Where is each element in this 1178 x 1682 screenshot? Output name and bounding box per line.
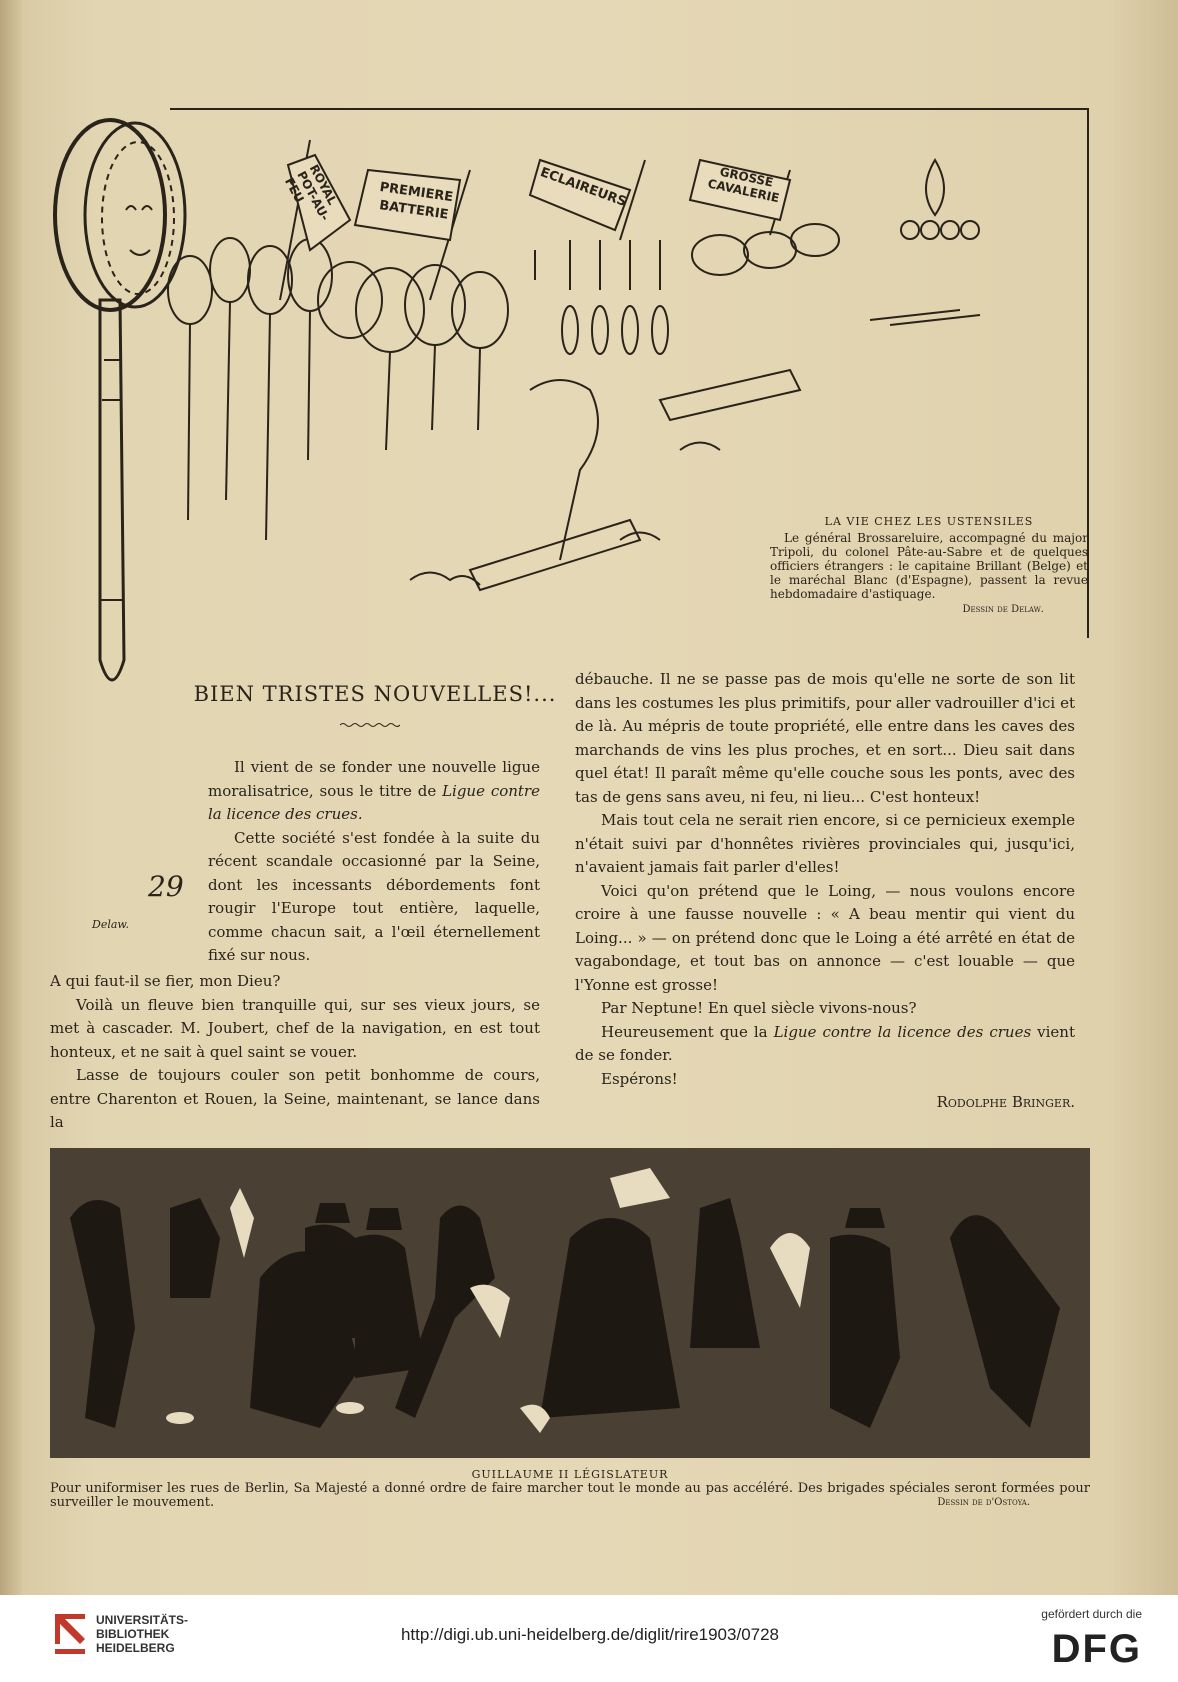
paragraph-11: Espérons!	[601, 1069, 678, 1088]
paragraph-9: Par Neptune! En quel siècle vivons-nous?	[601, 999, 917, 1017]
paragraph-5: Lasse de toujours couler son petit bonhomme de cours, entre Charenton et Rouen, la Seine, maintenant, se lance dans la	[50, 1066, 540, 1131]
page-gutter-shadow	[0, 0, 22, 1595]
article-column-left-lower	[50, 970, 540, 1135]
paragraph-4: Voilà un fleuve bien tranquille qui, sur ses vieux jours, se met à cascader. M. Joubert, chef de la navigation, en est tout honteux, et ne sait à quel saint se vouer.	[50, 995, 540, 1061]
library-name: UNIVERSITÄTS- BIBLIOTHEK HEIDELBERG	[96, 1613, 189, 1655]
paragraph-2: Cette société s'est fondée à la suite du récent scandale occasionné par la Seine, dont les incessants débordements font rougir l'Europe tout entière, laquelle, comme chacun sait, a l'œil éternellement fixé sur nous.	[208, 828, 540, 964]
paragraph-8: Voici qu'on prétend que le Loing, — nous voulons encore croire à une fausse nouvelle : « A beau mentir qui vient du Loing... » — on prétend donc que le Loing a été arrêté en état de vagabondage, et tout bas on annonce — c'est louable — que l'Yonne est grosse!	[575, 881, 1075, 994]
paragraph-1: Il vient de se fonder une nouvelle ligue moralisatrice, sous le titre de Ligue contre la licence des crues.	[208, 758, 540, 823]
title-ornament	[340, 722, 400, 728]
article-column-left-upper	[208, 756, 540, 968]
funding-note: gefördert durch die	[1041, 1607, 1142, 1621]
ub-heidelberg-logo-icon	[50, 1609, 90, 1659]
caption-credit-bottom: Dessin de d'Ostoya.	[937, 1497, 1030, 1508]
bottom-illustration-caption	[50, 1468, 1090, 1510]
article-title: BIEN TRISTES NOUVELLES!...	[193, 682, 557, 706]
banner-premiere-batterie: PREMIERE BATTERIE	[378, 180, 454, 223]
article-column-right	[575, 668, 1075, 1115]
permalink-url[interactable]: http://digi.ub.uni-heidelberg.de/diglit/rire1903/0728	[400, 1625, 780, 1644]
banner-royal-pot-au-feu: ROYAL POT-AU-FEU	[282, 162, 340, 224]
caption-title-bottom: GUILLAUME II LÉGISLATEUR	[471, 1468, 669, 1481]
artist-signature: Delaw.	[92, 918, 130, 931]
dfg-logo: DFG	[1051, 1627, 1142, 1671]
caption-body-bottom: Pour uniformiser les rues de Berlin, Sa Majesté a donné ordre de faire marcher tout le monde au pas accéléré. Des brigades spéciales seront formées pour surveiller le mouvement.	[50, 1481, 1090, 1510]
berlin-street-illustration	[50, 1148, 1090, 1458]
article-author: Rodolphe Bringer.	[936, 1093, 1075, 1111]
caption-body: Le général Brossareluire, accompagné du major Tripoli, du colonel Pâte-au-Sabre et de quelques officiers étrangers : le capitaine Brillant (Belge) et le maréchal Blanc (d'Espagne), passent la revue hebdomadaire d'astiquage.	[770, 531, 1088, 601]
caption-title: LA VIE CHEZ LES USTENSILES	[824, 515, 1034, 528]
paragraph-7: Mais tout cela ne serait rien encore, si ce pernicieux exemple n'était suivi par d'honnêtes rivières provinciales qui, jusqu'ici, n'avaient jamais fait parler d'elles!	[575, 811, 1075, 876]
paragraph-10: Heureusement que la Ligue contre la licence des crues vient de se fonder.	[575, 1022, 1075, 1064]
paragraph-6: débauche. Il ne se passe pas de mois qu'elle ne sorte de son lit dans les costumes les plus primitifs, pour aller vadrouiller d'ici et de là. Au mépris de toute propriété, elle entre dans les caves des marchands de vins les plus proches, et en sort... Dieu sait dans quel état! Il paraît même qu'elle couche sous les ponts, avec des tas de gens sans aveu, ni feu, ni lieu... C'est honteux!	[575, 670, 1075, 806]
paragraph-3: A qui faut-il se fier, mon Dieu?	[50, 972, 281, 990]
top-illustration-caption	[770, 515, 1088, 617]
banner-grosse-cavalerie: GROSSE CAVALERIE	[706, 164, 781, 206]
page-number-29: 29	[148, 870, 184, 903]
caption-credit: Dessin de Delaw.	[962, 604, 1044, 615]
banner-eclaireurs: ECLAIREURS	[538, 164, 629, 211]
digitization-footer	[0, 1595, 1178, 1682]
